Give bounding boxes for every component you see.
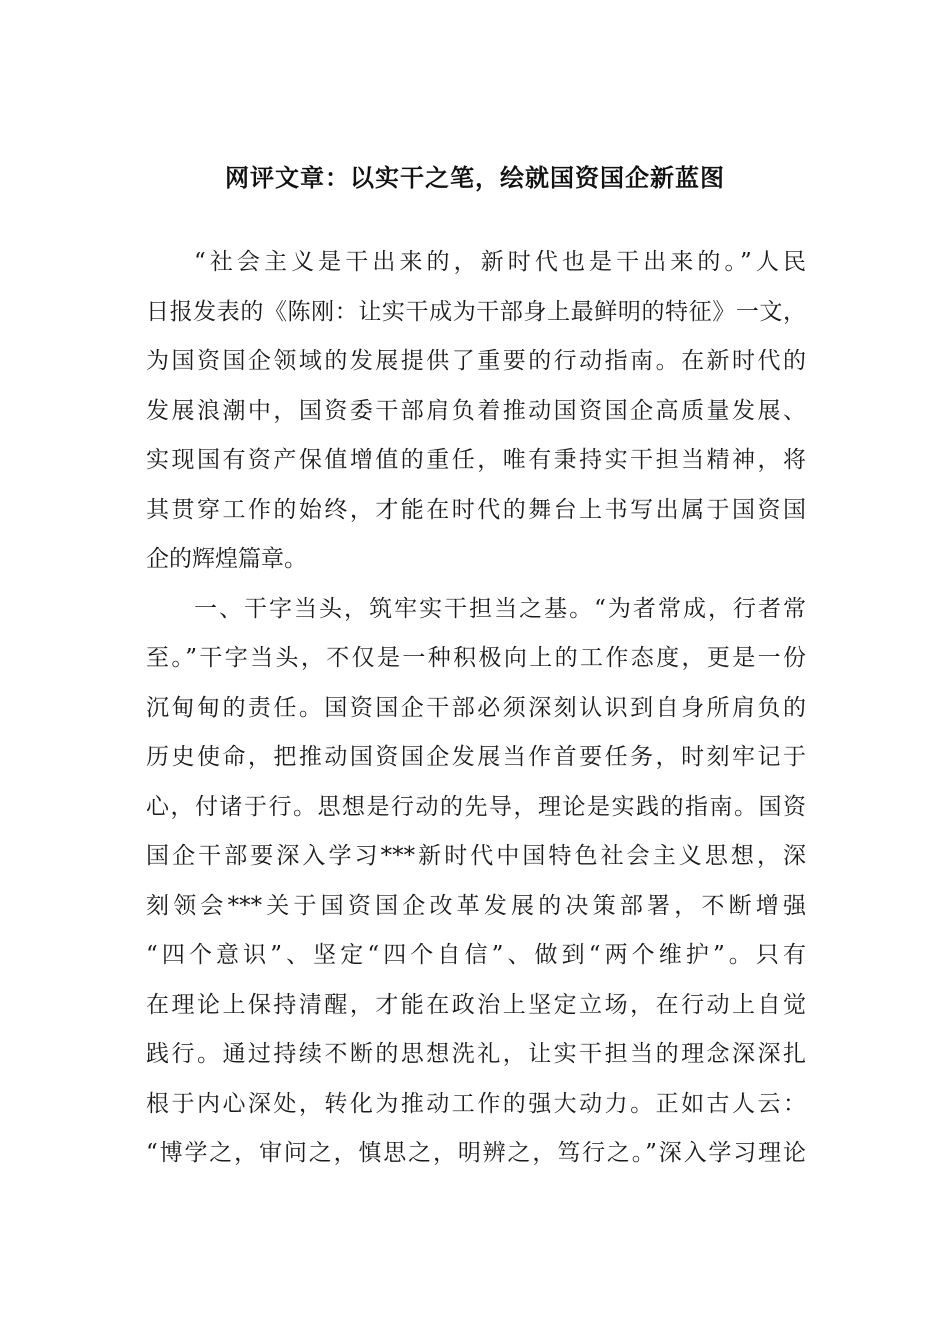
paragraph-1-line: 日报发表的《陈刚：让实干成为干部身上最鲜明的特征》一文， (146, 298, 806, 325)
paragraph-2-line: 心，付诸于行。思想是行动的先导，理论是实践的指南。国资 (146, 793, 806, 820)
paragraph-2-line: 践行。通过持续不断的思想洗礼，让实干担当的理念深深扎 (146, 1041, 806, 1067)
paragraph-2-line: 历史使命，把推动国资国企发展当作首要任务，时刻牢记于 (146, 744, 806, 770)
paragraph-1-line: 其贯穿工作的始终，才能在时代的舞台上书写出属于国资国 (146, 496, 806, 523)
paragraph-1-line: 实现国有资产保值增值的重任，唯有秉持实干担当精神，将 (146, 447, 806, 473)
paragraph-2-line: 根于内心深处，转化为推动工作的强大动力。正如古人云： (146, 1090, 806, 1117)
paragraph-2-line: “博学之，审问之，慎思之，明辨之，笃行之。”深入学习理论 (146, 1140, 806, 1166)
document-body (146, 238, 806, 1179)
paragraph-1-line: “社会主义是干出来的，新时代也是干出来的。”人民 (194, 249, 806, 275)
paragraph-2-line: “四个意识”、坚定“四个自信”、做到“两个维护”。只有 (146, 942, 806, 968)
paragraph-2-line: 沉甸甸的责任。国资国企干部必须深刻认识到自身所肩负的 (146, 694, 806, 721)
paragraph-2-line: 在理论上保持清醒，才能在政治上坚定立场，在行动上自觉 (146, 991, 806, 1018)
paragraph-2-line: 至。”干字当头，不仅是一种积极向上的工作态度，更是一份 (146, 645, 806, 671)
paragraph-1-line: 企的辉煌篇章。 (146, 546, 307, 572)
paragraph-2-line: 一、干字当头，筑牢实干担当之基。“为者常成，行者常 (194, 595, 806, 622)
paragraph-2-line: 国企干部要深入学习***新时代中国特色社会主义思想，深 (146, 843, 806, 869)
paragraph-1-line: 为国资国企领域的发展提供了重要的行动指南。在新时代的 (146, 348, 806, 374)
document-title: 网评文章：以实干之笔，绘就国资国企新蓝图 (225, 163, 725, 192)
paragraph-1-line: 发展浪潮中，国资委干部肩负着推动国资国企高质量发展、 (146, 397, 806, 424)
paragraph-2-line: 刻领会***关于国资国企改革发展的决策部署，不断增强 (146, 892, 806, 919)
